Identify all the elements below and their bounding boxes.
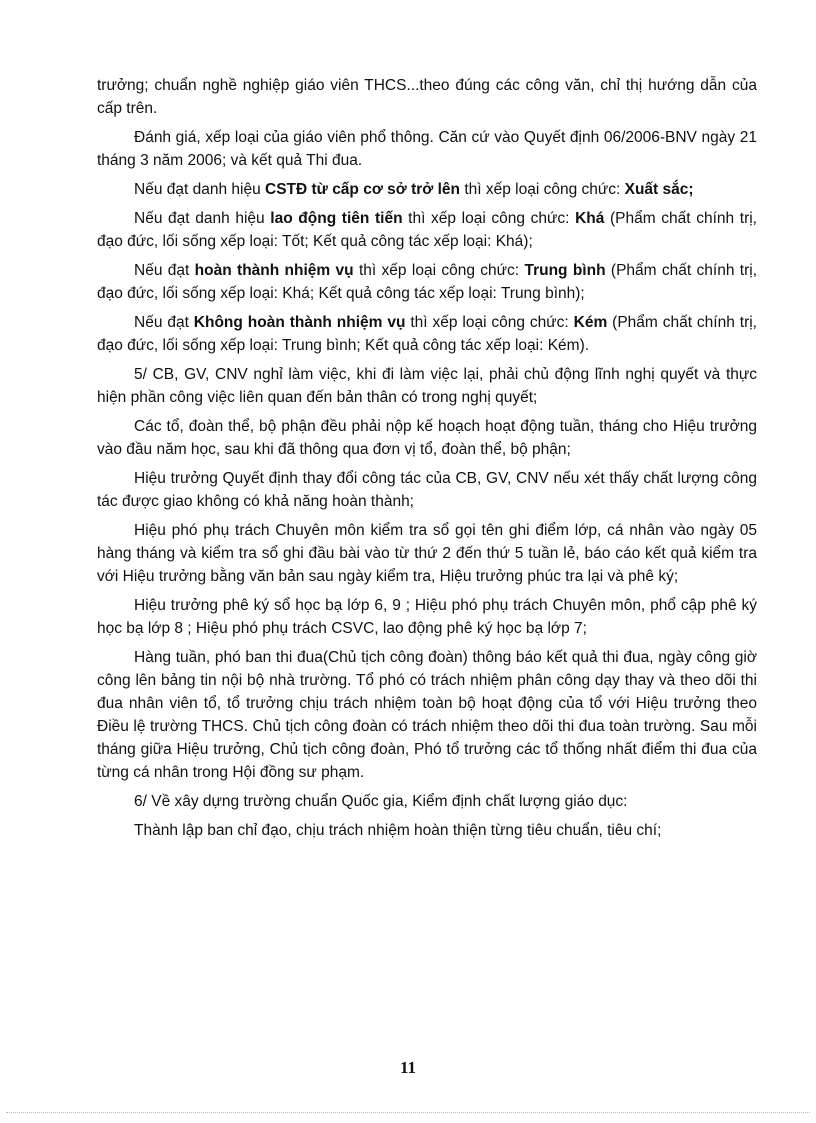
- bold-text: Không hoàn thành nhiệm vụ: [193, 314, 406, 331]
- paragraph: [97, 594, 757, 640]
- text: Thành lập ban chỉ đạo, chịu trách nhiệm hoàn thiện từng tiêu chuẩn, tiêu chí;: [134, 822, 662, 839]
- paragraph: [97, 207, 757, 253]
- paragraph: [97, 74, 757, 120]
- paragraph: [97, 311, 757, 357]
- paragraph: [97, 363, 757, 409]
- page-bottom-divider: [6, 1112, 810, 1113]
- text: Nếu đạt: [134, 262, 195, 279]
- text: Nếu đạt: [134, 314, 194, 331]
- text: Hiệu trưởng phê ký sổ học bạ lớp 6, 9 ; Hiệu phó phụ trách Chuyên môn, phổ cập phê ký học bạ lớp 8 ; Hiệu phó phụ trách CSVC, lao động phê ký học bạ lớp 7;: [97, 597, 757, 637]
- text: Nếu đạt danh hiệu: [134, 210, 271, 227]
- paragraph: [97, 519, 757, 588]
- paragraph: [97, 178, 757, 201]
- bold-text: Xuất sắc;: [624, 181, 694, 198]
- text: Hiệu trưởng Quyết định thay đổi công tác của CB, GV, CNV nếu xét thấy chất lượng công tác được giao không có khả năng hoàn thành;: [97, 470, 757, 510]
- paragraph: [97, 819, 757, 842]
- page-number: 11: [399, 1058, 417, 1077]
- text: Hiệu phó phụ trách Chuyên môn kiểm tra sổ gọi tên ghi điểm lớp, cá nhân vào ngày 05 hàng tháng và kiểm tra sổ ghi đầu bài vào từ thứ 2 đến thứ 5 tuần lẻ, báo cáo kết quả kiểm tra với Hiệu trưởng bằng văn bản sau ngày kiểm tra, Hiệu trưởng phúc tra lại và phê ký;: [97, 522, 757, 585]
- text: 6/ Về xây dựng trường chuẩn Quốc gia, Kiểm định chất lượng giáo dục:: [134, 793, 628, 810]
- paragraph: [97, 646, 757, 784]
- bold-text: Kém: [573, 314, 608, 331]
- text: thì xếp loại công chức:: [353, 262, 525, 279]
- text: thì xếp loại công chức:: [405, 314, 574, 331]
- text: (Phẩm chất chính trị, đạo đức, lối sống xếp loại: Trung bình; Kết quả công tác xếp loại: Kém).: [97, 314, 757, 354]
- text: 5/ CB, GV, CNV nghỉ làm việc, khi đi làm việc lại, phải chủ động lĩnh nghị quyết và thực hiện phần công việc liên quan đến bản thân có trong nghị quyết;: [97, 366, 757, 406]
- bold-text: hoàn thành nhiệm vụ: [194, 262, 354, 279]
- text: thì xếp loại công chức:: [460, 181, 625, 198]
- bold-text: Trung bình: [524, 262, 606, 279]
- bold-text: lao động tiên tiến: [270, 210, 403, 227]
- text: trưởng; chuẩn nghề nghiệp giáo viên THCS...theo đúng các công văn, chỉ thị hướng dẫn của cấp trên.: [97, 77, 757, 117]
- paragraph: [97, 467, 757, 513]
- paragraph: [97, 259, 757, 305]
- text: (Phẩm chất chính trị, đạo đức, lối sống xếp loại: Khá; Kết quả công tác xếp loại: Trung bình);: [97, 262, 758, 302]
- text: Đánh giá, xếp loại của giáo viên phổ thông. Căn cứ vào Quyết định 06/2006-BNV ngày 21 tháng 3 năm 2006; và kết quả Thi đua.: [97, 129, 757, 169]
- paragraph: [97, 790, 757, 813]
- bold-text: Khá: [575, 210, 605, 227]
- bold-text: CSTĐ từ cấp cơ sở trở lên: [265, 181, 461, 198]
- text: Các tổ, đoàn thể, bộ phận đều phải nộp kế hoạch hoạt động tuần, tháng cho Hiệu trưởng vào đầu năm học, sau khi đã thông qua đơn vị tổ, đoàn thể, bộ phận;: [97, 418, 757, 458]
- document-body: [97, 74, 757, 848]
- text: Nếu đạt danh hiệu: [134, 181, 265, 198]
- text: Hàng tuần, phó ban thi đua(Chủ tịch công đoàn) thông báo kết quả thi đua, ngày công giờ công lên bảng tin nội bộ nhà trường. Tổ phó có trách nhiệm phân công dạy thay và theo dõi thi đua nhân viên tổ, tổ trưởng chịu trách nhiệm toàn bộ hoạt động của tổ với Hiệu trưởng theo Điều lệ trường THCS. Chủ tịch công đoàn có trách nhiệm theo dõi thi đua toàn trường. Sau mỗi tháng giữa Hiệu trưởng, Chủ tịch công đoàn, Phó tổ trưởng các tổ thống nhất điểm thi đua của từng cá nhân trong Hội đồng sư phạm.: [97, 649, 757, 781]
- paragraph: [97, 415, 757, 461]
- text: (Phẩm chất chính trị, đạo đức, lối sống xếp loại: Tốt; Kết quả công tác xếp loại: Khá);: [97, 210, 757, 250]
- text: thì xếp loại công chức:: [402, 210, 576, 227]
- paragraph: [97, 126, 757, 172]
